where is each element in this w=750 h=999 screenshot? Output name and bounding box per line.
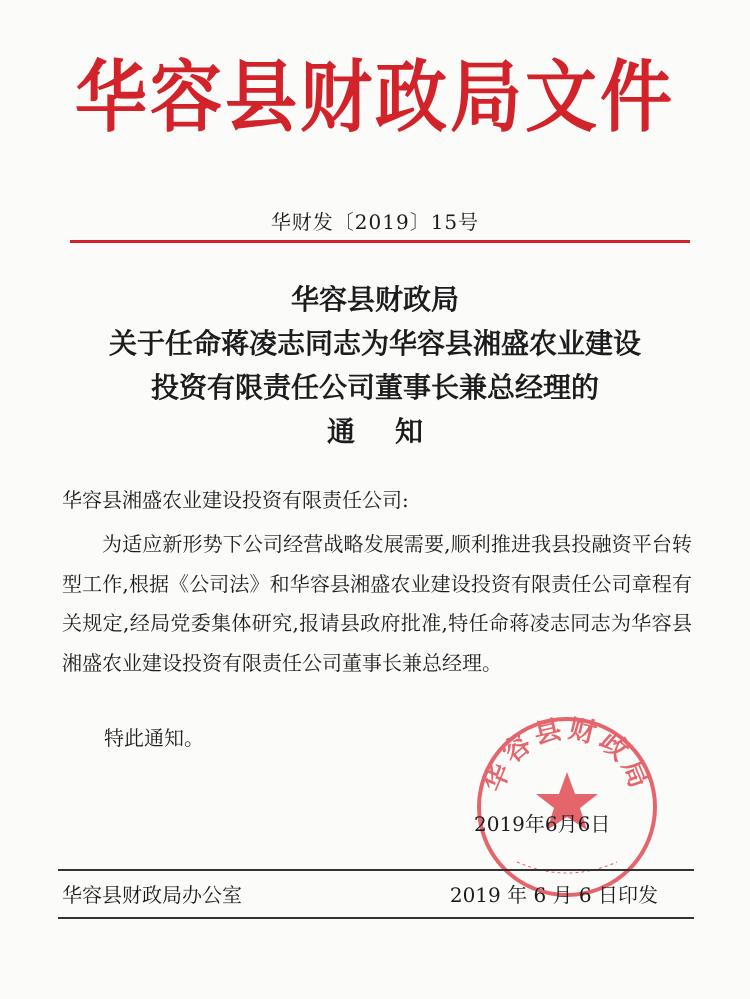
notice-title-line-4: 通知 bbox=[326, 415, 463, 448]
signature-date: 2019年6月6日 bbox=[474, 812, 611, 836]
notice-title-line-3: 投资有限责任公司董事长兼总经理的 bbox=[150, 371, 599, 404]
document-number: 华财发〔2019〕15号 bbox=[270, 210, 480, 234]
official-seal-stamp bbox=[472, 712, 662, 902]
notice-title bbox=[30, 278, 720, 454]
footer-bottom-rule bbox=[58, 917, 694, 919]
notice-title-line-2: 关于任命蒋凌志同志为华容县湘盛农业建设 bbox=[108, 327, 641, 360]
seal-text: 华容县财政局 bbox=[477, 713, 657, 797]
footer-top-rule bbox=[58, 869, 694, 871]
document-header-title: 华容县财政局文件 bbox=[74, 51, 675, 143]
body-paragraph: 为适应新形势下公司经营战略发展需要,顺利推进我县投融资平台转型工作,根据《公司法》和华容县湘盛农业建设投资有限责任公司章程有关规定,经局党委集体研究,报请县政府批准,特任命蒋凌志同志为华容县湘盛农业建设投资有限责任公司董事长兼总经理。 bbox=[62, 532, 692, 675]
notice-title-line-1: 华容县财政局 bbox=[290, 283, 459, 316]
footer-issue-date: 2019 年 6 月 6 日印发 bbox=[449, 883, 658, 907]
red-separator-line bbox=[70, 240, 690, 243]
addressee: 华容县湘盛农业建设投资有限责任公司: bbox=[62, 488, 409, 512]
closing-line: 特此通知。 bbox=[104, 726, 204, 750]
footer-issuing-office: 华容县财政局办公室 bbox=[62, 883, 242, 907]
